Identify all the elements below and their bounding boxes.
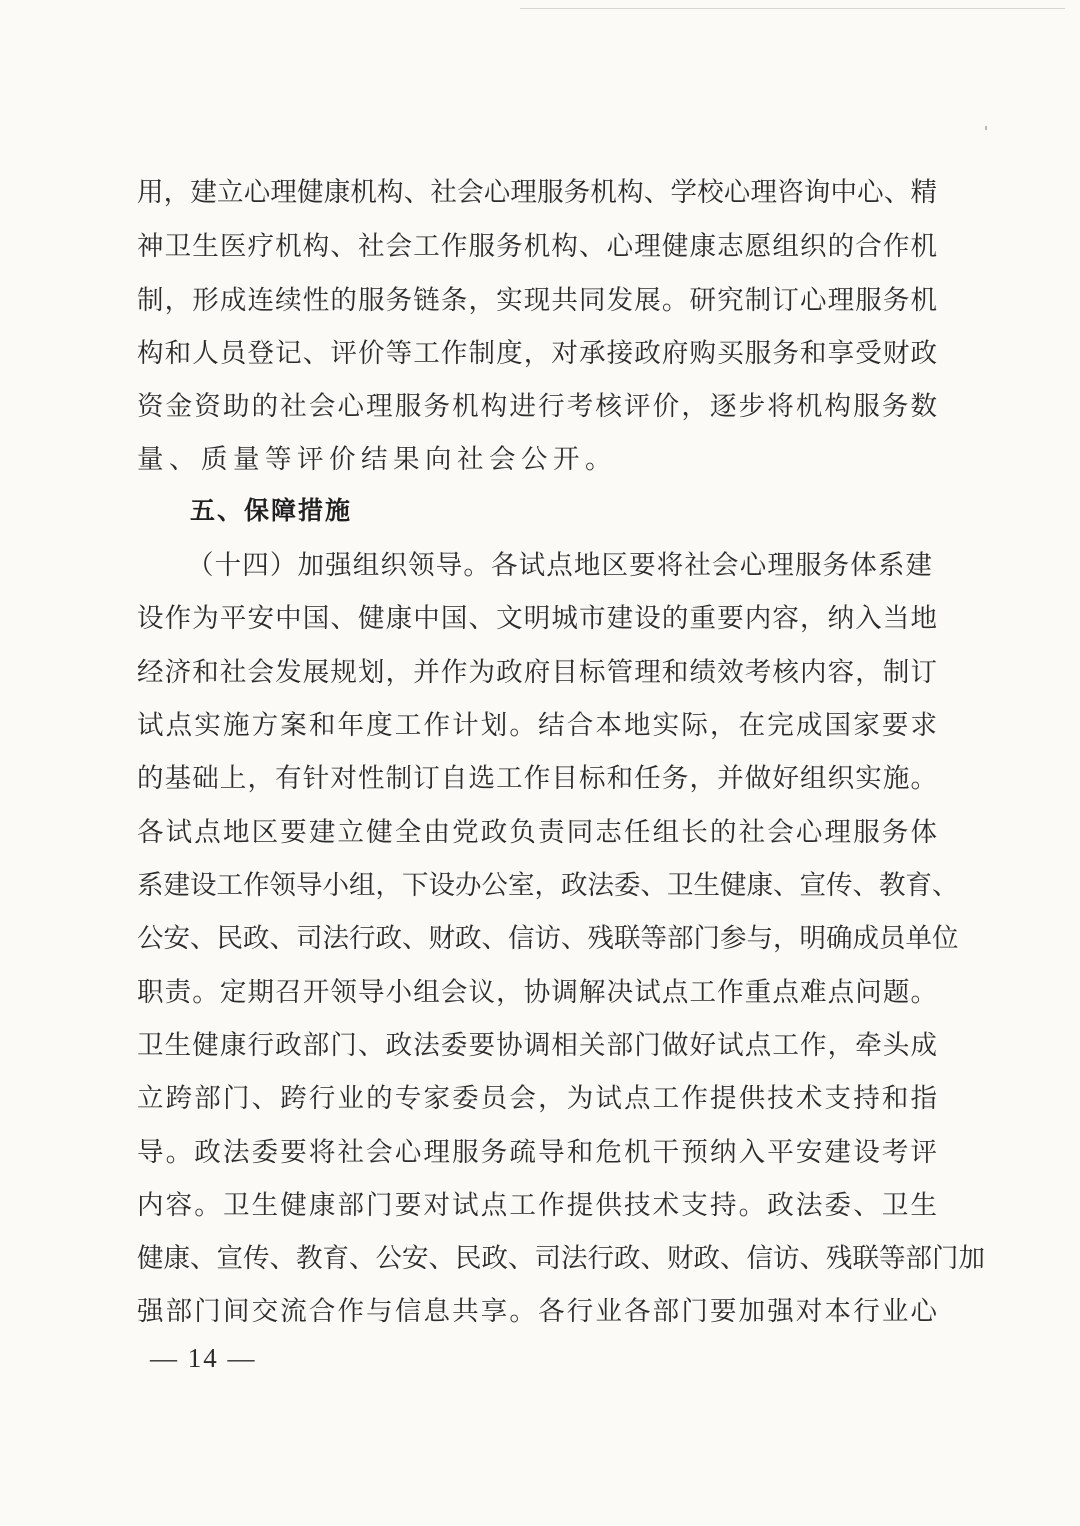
body-text-line: 立跨部门、跨行业的专家委员会，为试点工作提供技术支持和指 xyxy=(137,1083,937,1114)
body-text-line: 量、质量等评价结果向社会公开。 xyxy=(137,444,617,475)
body-text-line: 健康、宣传、教育、公安、民政、司法行政、财政、信访、残联等部门加 xyxy=(137,1243,985,1274)
body-text-line: （十四）加强组织领导。各试点地区要将社会心理服务体系建 xyxy=(187,550,932,581)
body-text-line: 职责。定期召开领导小组会议，协调解决试点工作重点难点问题。 xyxy=(137,977,937,1008)
body-text-line: 资金资助的社会心理服务机构进行考核评价，逐步将机构服务数 xyxy=(137,391,937,422)
body-text-line: 制，形成连续性的服务链条，实现共同发展。研究制订心理服务机 xyxy=(137,285,937,316)
body-text-line: 设作为平安中国、健康中国、文明城市建设的重要内容，纳入当地 xyxy=(137,603,937,634)
body-text-line: 系建设工作领导小组，下设办公室，政法委、卫生健康、宣传、教育、 xyxy=(137,870,959,901)
body-text-line: 公安、民政、司法行政、财政、信访、残联等部门参与，明确成员单位 xyxy=(137,923,959,954)
body-text-line: 导。政法委要将社会心理服务疏导和危机干预纳入平安建设考评 xyxy=(137,1137,937,1168)
body-text-line: 构和人员登记、评价等工作制度，对承接政府购买服务和享受财政 xyxy=(137,338,937,369)
scan-edge-line xyxy=(520,8,1065,9)
body-text-line: 卫生健康行政部门、政法委要协调相关部门做好试点工作，牵头成 xyxy=(137,1030,937,1061)
page-number: — 14 — xyxy=(150,1343,257,1373)
body-text-line: 各试点地区要建立健全由党政负责同志任组长的社会心理服务体 xyxy=(137,817,937,848)
body-text-line: 内容。卫生健康部门要对试点工作提供技术支持。政法委、卫生 xyxy=(137,1190,937,1221)
section-heading: 五、保障措施 xyxy=(190,496,353,525)
scan-speck xyxy=(985,126,987,130)
body-text-line: 强部门间交流合作与信息共享。各行业各部门要加强对本行业心 xyxy=(137,1296,937,1327)
body-text-line: 经济和社会发展规划，并作为政府目标管理和绩效考核内容，制订 xyxy=(137,657,937,688)
body-text-line: 用，建立心理健康机构、社会心理服务机构、学校心理咨询中心、精 xyxy=(137,177,937,208)
body-text-line: 试点实施方案和年度工作计划。结合本地实际，在完成国家要求 xyxy=(137,710,937,741)
body-text-line: 神卫生医疗机构、社会工作服务机构、心理健康志愿组织的合作机 xyxy=(137,231,937,262)
body-text-line: 的基础上，有针对性制订自选工作目标和任务，并做好组织实施。 xyxy=(137,763,937,794)
